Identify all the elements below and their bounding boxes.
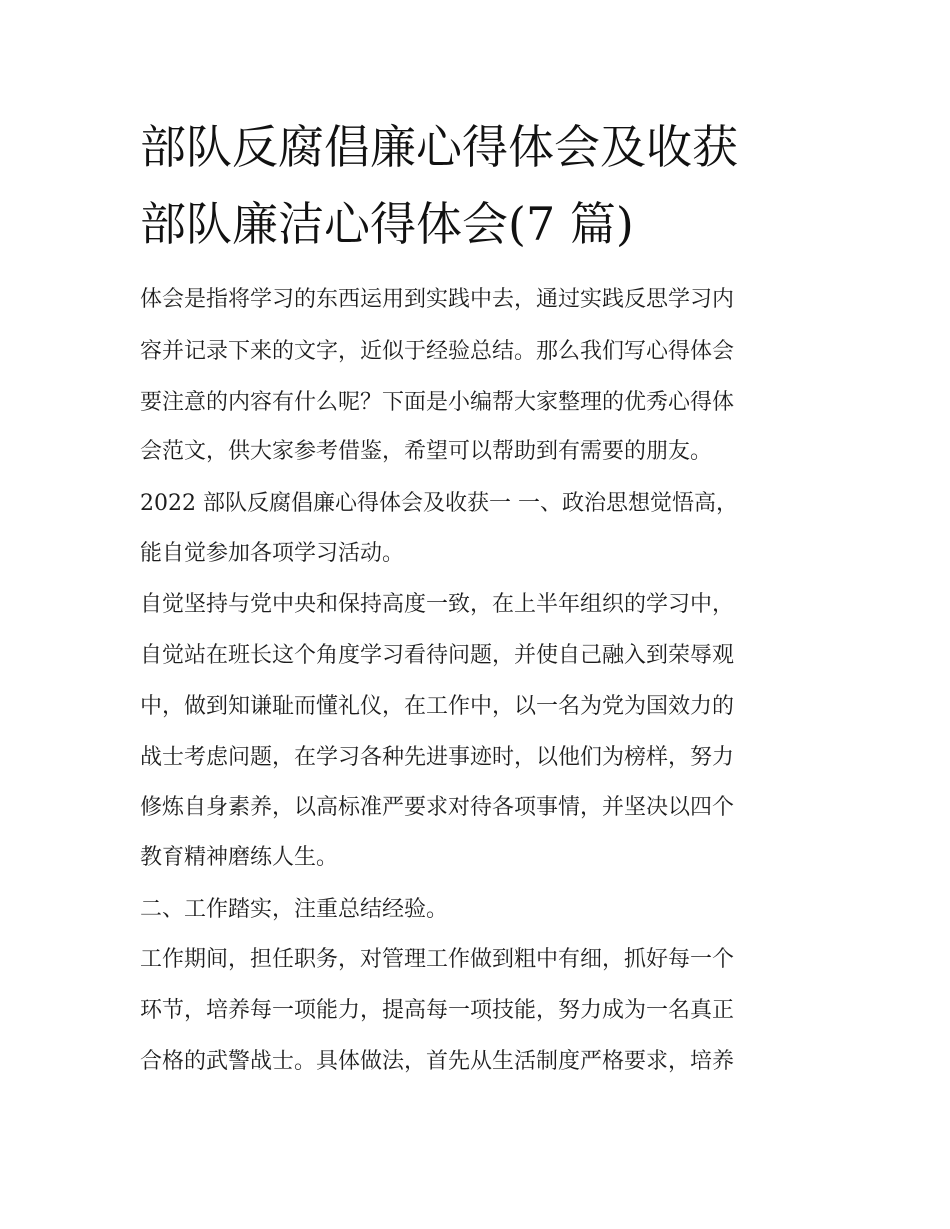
body-text-line: 二、工作踏实，注重总结经验。 [140,897,449,922]
body-text-line: 环节，培养每一项能力，提高每一项技能，努力成为一名真正 [140,998,735,1023]
body-text-line: 自觉坚持与党中央和保持高度一致，在上半年组织的学习中， [140,592,735,617]
body-text-line: 容并记录下来的文字，近似于经验总结。那么我们写心得体会 [140,339,735,364]
body-text-line: 要注意的内容有什么呢？下面是小编帮大家整理的优秀心得体 [140,390,735,415]
body-text-line: 工作期间，担任职务，对管理工作做到粗中有细，抓好每一个 [140,947,735,972]
body-text-line: 会范文，供大家参考借鉴，希望可以帮助到有需要的朋友。 [140,439,713,464]
body-text-line: 教育精神磨练人生。 [140,845,339,870]
body-text-line: 中，做到知谦耻而懂礼仪，在工作中，以一名为党为国效力的 [140,694,735,719]
body-text-line: 战士考虑问题，在学习各种先进事迹时，以他们为榜样，努力 [140,745,735,770]
body-text-line: 2022 部队反腐倡廉心得体会及收获一 一、政治思想觉悟高， [140,491,738,516]
document-title-line-1: 部队反腐倡廉心得体会及收获 [140,120,738,174]
body-text-line: 自觉站在班长这个角度学习看待问题，并使自己融入到荣辱观 [140,643,735,668]
body-text-line: 合格的武警战士。具体做法，首先从生活制度严格要求，培养 [140,1049,735,1074]
body-text-line: 体会是指将学习的东西运用到实践中去，通过实践反思学习内 [140,287,735,312]
body-text-line: 修炼自身素养，以高标准严要求对待各项事情，并坚决以四个 [140,795,735,820]
body-text-line: 能自觉参加各项学习活动。 [140,541,405,566]
document-title-line-2: 部队廉洁心得体会(7 篇) [140,197,634,251]
